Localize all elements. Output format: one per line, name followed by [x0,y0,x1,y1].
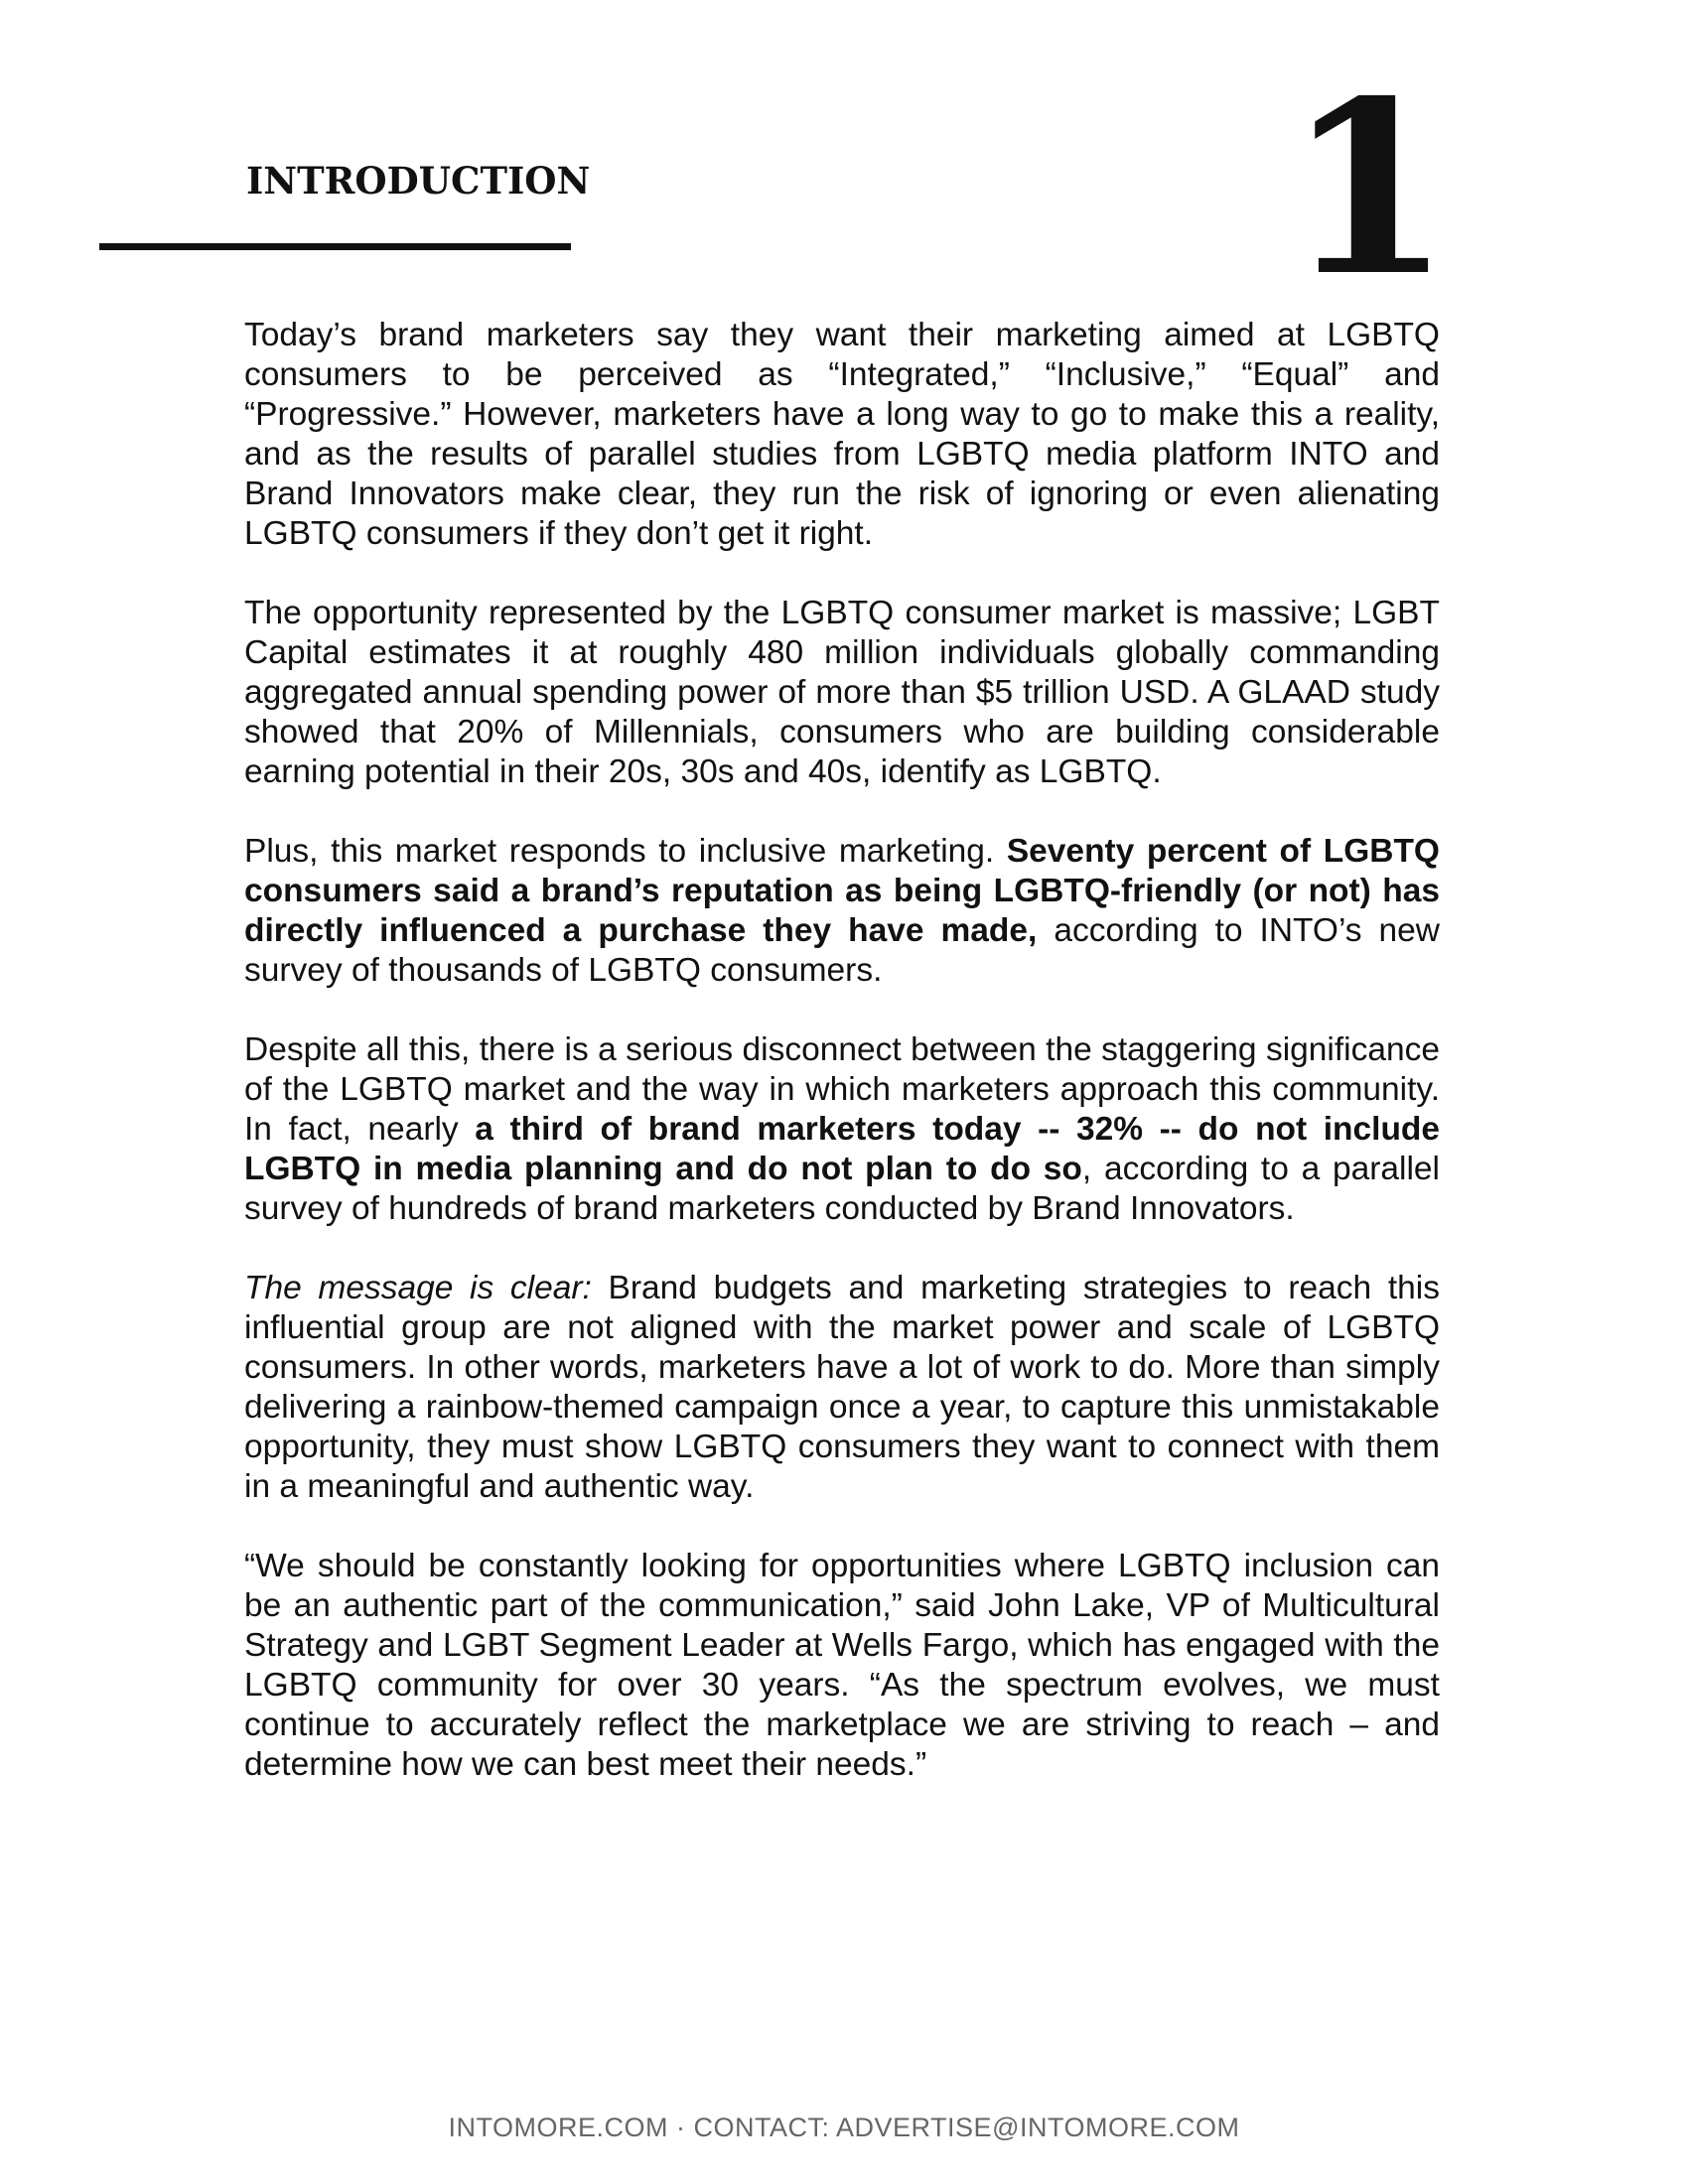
paragraph-lead-text: Plus, this market responds to inclusive marketing. [244,833,1007,870]
paragraph-tail-text: Brand budgets and marketing strategies to reach this influential group are not aligned with the market power and scale of LGBTQ consumers. In other words, marketers have a lot of work to do. More than simply delivering a rainbow-themed campaign once a year, to capture this unmistakable opportunity, they must show LGBTQ consumers they want to connect with them in a meaningful and authentic way. [244,1270,1440,1505]
paragraph-tail-text: , according to a parallel survey of hundreds of brand marketers conducted by Brand Innovators. [244,1151,1441,1227]
paragraph-tail-text: according to INTO’s new survey of thousands of LGBTQ consumers. [244,912,1440,989]
paragraph-lead-text: Despite all this, there is a serious disconnect between the staggering significance of the LGBTQ market and the way in which marketers approach this community. In fact, nearly [244,1031,1440,1148]
paragraph-italic-lead: The message is clear: [244,1270,592,1306]
paragraph-disconnect [244,1030,1440,1229]
title-underline [99,243,571,250]
footer-contact: INTOMORE.COM · CONTACT: ADVERTISE@INTOMORE.COM [448,2113,1240,2142]
paragraph-inclusive-marketing [244,832,1440,991]
paragraph-market-opportunity: The opportunity represented by the LGBTQ consumer market is massive; LGBT Capital estimates it at roughly 480 million individuals globally commanding aggregated annual spending power of more than $5 trillion USD. A GLAAD study showed that 20% of Millennials, consumers who are building considerable earning potential in their 20s, 30s and 40s, identify as LGBTQ. [244,595,1440,790]
section-title: INTRODUCTION [246,159,591,203]
article-body [244,316,1440,1825]
paragraph-highlight: Seventy percent of LGBTQ consumers said a brand’s reputation as being LGBTQ-friendly (or not) has directly influenced a purchase they have made, [244,833,1440,949]
paragraph-quote: “We should be constantly looking for opportunities where LGBTQ inclusion can be an authentic part of the communication,” said John Lake, VP of Multicultural Strategy and LGBT Segment Leader at Wells Fargo, which has engaged with the LGBTQ community for over 30 years. “As the spectrum evolves, we must continue to accurately reflect the marketplace we are striving to reach – and determine how we can best meet their needs.” [244,1548,1440,1783]
paragraph-intro: Today’s brand marketers say they want their marketing aimed at LGBTQ consumers to be perceived as “Integrated,” “Inclusive,” “Equal” and “Progressive.” However, marketers have a long way to go to make this a reality, and as the results of parallel studies from LGBTQ media platform INTO and Brand Innovators make clear, they run the risk of ignoring or even alienating LGBTQ consumers if they don’t get it right. [244,317,1440,552]
paragraph-message [244,1269,1440,1507]
paragraph-highlight: a third of brand marketers today -- 32% -- do not include LGBTQ in media planning and do not plan to do so [244,1111,1441,1187]
chapter-number: 1 [1286,49,1452,329]
